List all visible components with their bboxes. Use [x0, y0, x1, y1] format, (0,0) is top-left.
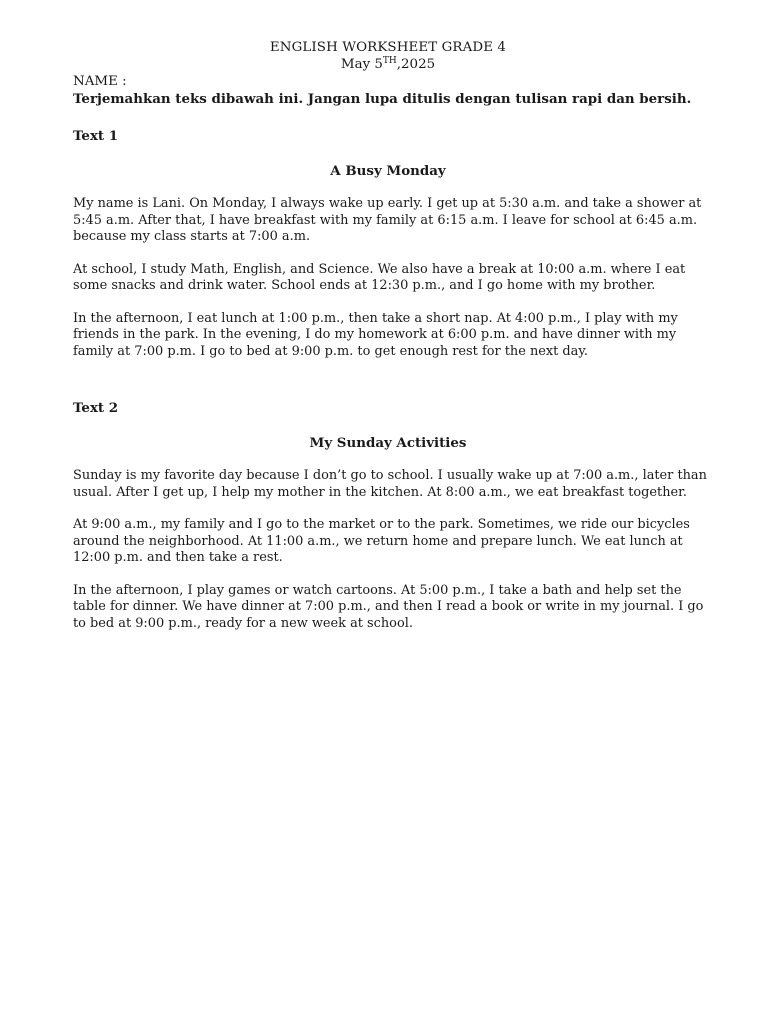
worksheet-date [73, 56, 703, 73]
text-1-paragraph-1: My name is Lani. On Monday, I always wake up early. I get up at 5:30 a.m. and take a shower at 5:45 a.m. After that, I have breakfast with my family at 6:15 a.m. I leave for school at 6:45 a.m. because my class starts at 7:00 a.m. [73, 196, 702, 244]
text-2-label: Text 2 [73, 400, 119, 416]
worksheet-page [73, 39, 707, 632]
text-1-paragraph-2: At school, I study Math, English, and Science. We also have a break at 10:00 a.m. where I eat some snacks and drink water. School ends at 12:30 p.m., and I go home with my brother. [73, 261, 686, 293]
name-label: NAME : [73, 74, 127, 89]
text-1-label: Text 1 [73, 128, 119, 144]
text-1-title: A Busy Monday [330, 163, 446, 179]
date-superscript: TH [382, 56, 397, 66]
text-2-paragraph-2: At 9:00 a.m., my family and I go to the market or to the park. Sometimes, we ride our bicycles around the neighborhood. At 11:00 a.m., we return home and prepare lunch. We eat lunch at 12:00 p.m. and then take a rest. [73, 517, 690, 565]
worksheet-title: ENGLISH WORKSHEET GRADE 4 [269, 40, 507, 55]
text-2-paragraph-3: In the afternoon, I play games or watch cartoons. At 5:00 p.m., I take a bath and help set the table for dinner. We have dinner at 7:00 p.m., and then I read a book or write in my journal. I go to bed at 9:00 p.m., ready for a new week at school. [73, 582, 704, 631]
text-2-paragraph-1: Sunday is my favorite day because I don’t go to school. I usually wake up at 7:00 a.m., later than usual. After I get up, I help my mother in the kitchen. At 8:00 a.m., we eat breakfast together. [73, 468, 707, 500]
date-prefix: May 5 [340, 57, 383, 72]
date-suffix: ,2025 [396, 57, 436, 72]
instruction-text: Terjemahkan teks dibawah ini. Jangan lupa ditulis dengan tulisan rapi dan bersih. [73, 91, 692, 107]
text-1-paragraph-3: In the afternoon, I eat lunch at 1:00 p.m., then take a short nap. At 4:00 p.m., I play with my friends in the park. In the evening, I do my homework at 6:00 p.m. and have dinner with my family at 7:00 p.m. I go to bed at 9:00 p.m. to get enough rest for the next day. [73, 310, 678, 359]
text-2-title: My Sunday Activities [309, 435, 467, 451]
